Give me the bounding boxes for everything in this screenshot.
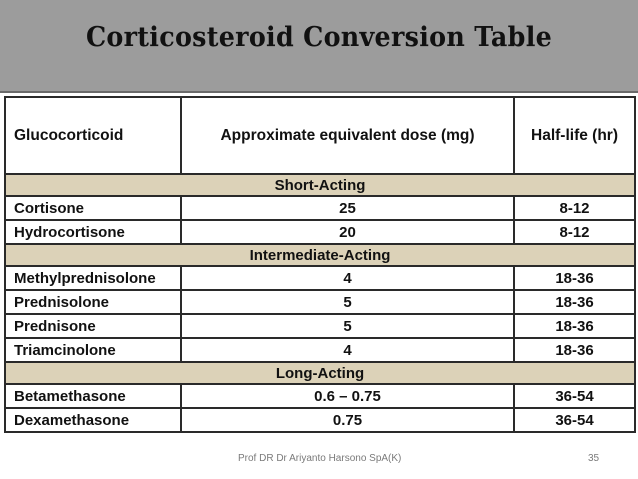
dose-cell: 0.75 [181,408,514,432]
drug-name-cell: Triamcinolone [5,338,181,362]
drug-name-cell: Betamethasone [5,384,181,408]
drug-name-cell: Methylprednisolone [5,266,181,290]
section-label: Intermediate-Acting [5,244,635,266]
dose-cell: 5 [181,290,514,314]
section-label: Short-Acting [5,174,635,196]
table-row [5,384,635,408]
half-life-cell: 18-36 [514,290,635,314]
section-label: Long-Acting [5,362,635,384]
drug-name-cell: Prednisolone [5,290,181,314]
section-row [5,362,635,384]
drug-name-cell: Dexamethasone [5,408,181,432]
title-band [0,0,638,93]
header-glucocorticoid: Glucocorticoid [5,97,181,174]
table-body [5,174,635,432]
page-number: 35 [588,453,600,464]
header-equivalent-dose: Approximate equivalent dose (mg) [181,97,514,174]
table-row [5,338,635,362]
table-row [5,220,635,244]
half-life-cell: 18-36 [514,266,635,290]
half-life-cell: 18-36 [514,338,635,362]
table-row [5,266,635,290]
table-row [5,290,635,314]
conversion-table [4,96,636,433]
dose-cell: 0.6 – 0.75 [181,384,514,408]
half-life-cell: 36-54 [514,408,635,432]
table-row [5,196,635,220]
table-row [5,408,635,432]
dose-cell: 20 [181,220,514,244]
drug-name-cell: Hydrocortisone [5,220,181,244]
footer-author: Prof DR Dr Ariyanto Harsono SpA(K) [238,453,402,464]
dose-cell: 5 [181,314,514,338]
section-row [5,244,635,266]
drug-name-cell: Prednisone [5,314,181,338]
page-title: Corticosteroid Conversion Table [85,22,553,53]
dose-cell: 25 [181,196,514,220]
half-life-cell: 18-36 [514,314,635,338]
half-life-cell: 8-12 [514,220,635,244]
half-life-cell: 36-54 [514,384,635,408]
header-half-life: Half-life (hr) [514,97,635,174]
table-row [5,314,635,338]
section-row [5,174,635,196]
half-life-cell: 8-12 [514,196,635,220]
dose-cell: 4 [181,338,514,362]
dose-cell: 4 [181,266,514,290]
drug-name-cell: Cortisone [5,196,181,220]
table-header-row [5,97,635,174]
